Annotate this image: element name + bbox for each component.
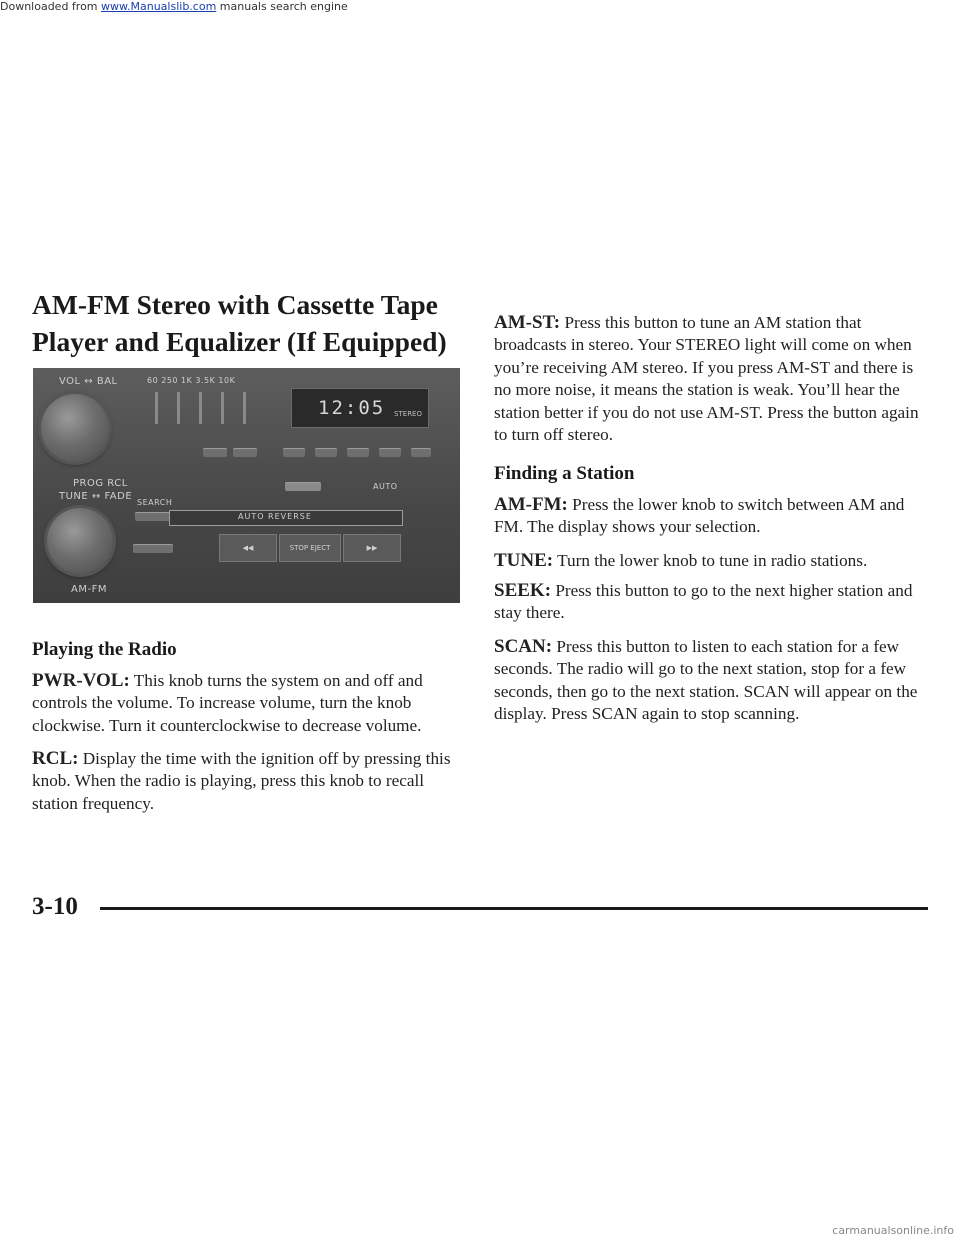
display-time: 12:05 [318,397,386,419]
section-heading-finding-station: Finding a Station [494,463,635,484]
term-pwr-vol: PWR-VOL: [32,670,130,691]
term-seek: SEEK: [494,580,552,601]
paragraph-seek: SEEK: Press this button to go to the next higher station and stay there. [494,580,913,623]
preset-button [203,448,227,457]
vol-bal-label: VOL ↔ BAL [59,376,118,387]
tune-fade-label: TUNE ↔ FADE [59,491,133,502]
footer-rule [100,907,928,910]
paragraph-pwr-vol: PWR-VOL: This knob turns the system on and off and controls the volume. To increase volume, turn the knob clockwise. Turn it counterclockwise to decrease volume. [32,670,423,735]
display-stereo: STEREO [394,410,422,418]
cassette-slot [169,510,403,526]
preset-button [379,448,401,457]
download-watermark: Downloaded from www.Manualslib.com manuals search engine [0,0,348,13]
am-fm-label: AM-FM [71,584,107,595]
radio-display [291,388,429,428]
upper-knob [41,394,109,462]
eq-frequency-labels: 60 250 1K 3.5K 10K [147,376,236,385]
site-watermark: carmanualsonline.info [832,1224,954,1237]
term-rcl: RCL: [32,748,79,769]
stop-eject-button: STOP EJECT [279,534,341,562]
page-title: AM-FM Stereo with Cassette Tape Player and Equalizer (If Equipped) [32,289,447,357]
term-tune: TUNE: [494,550,554,571]
lower-knob [47,508,113,574]
preset-button [315,448,337,457]
auto-reverse-label: AUTO REVERSE [238,512,312,521]
auto-label: AUTO [373,482,398,491]
preset-button [411,448,431,457]
paragraph-rcl: RCL: Display the time with the ignition off by pressing this knob. When the radio is playing, press this knob to recall station frequency. [32,748,451,813]
term-scan: SCAN: [494,636,553,657]
radio-faceplate-image [33,368,460,603]
paragraph-am-st: AM-ST: Press this button to tune an AM station that broadcasts in stereo. Your STEREO light will come on when you’re receiving AM stereo. If you press AM-ST and there is no more noise, it means the station is weak. You’ll hear the station better if you do not use AM-ST. Press the button again to turn off stereo. [494,312,919,445]
preset-button [347,448,369,457]
tape-mode-button [285,482,321,491]
preset-button [283,448,305,457]
paragraph-tune: TUNE: Turn the lower knob to tune in radio stations. [494,550,868,571]
side-button [133,544,173,553]
equalizer-sliders [151,392,257,426]
term-am-st: AM-ST: [494,312,561,333]
tape-rewind-button: ◀◀ [219,534,277,562]
paragraph-am-fm: AM-FM: Press the lower knob to switch between AM and FM. The display shows your selection. [494,494,905,537]
term-am-fm: AM-FM: [494,494,568,515]
search-label: SEARCH [137,498,173,507]
prog-rcl-label: PROG RCL [73,478,128,489]
section-heading-playing-radio: Playing the Radio [32,639,177,660]
page-number: 3-10 [32,893,78,920]
tape-forward-button: ▶▶ [343,534,401,562]
preset-button [233,448,257,457]
manualslib-link[interactable]: www.Manualslib.com [101,0,217,13]
paragraph-scan: SCAN: Press this button to listen to each station for a few seconds. The radio will go to the next station, stop for a few seconds, then go to the next station. SCAN will appear on the display. Press SCAN again to stop scanning. [494,636,918,724]
